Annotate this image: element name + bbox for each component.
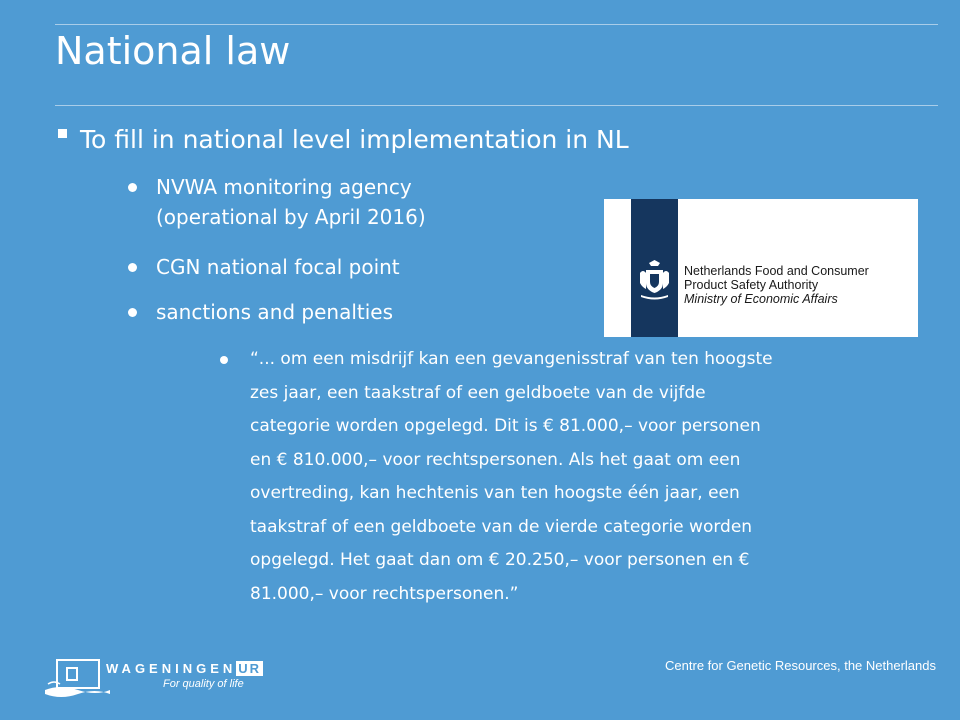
logo-text — [684, 264, 869, 306]
sub-bullet-text: CGN national focal point — [156, 255, 400, 279]
title-divider — [55, 105, 938, 106]
round-bullet-icon — [220, 356, 228, 364]
quote-line: opgelegd. Het gaat dan om € 20.250,– voor personen en € — [250, 550, 750, 570]
quote-text — [250, 343, 910, 611]
institute-name: Centre for Genetic Resources, the Netherlands — [665, 658, 936, 673]
quote-line: “... om een misdrijf kan een gevangenisstraf van ten hoogste — [250, 349, 773, 369]
main-bullet-text: To fill in national level implementation in NL — [80, 125, 629, 154]
quote-line: en € 810.000,– voor rechtspersonen. Als het gaat om een — [250, 449, 741, 470]
quote-line: overtreding, kan hechtenis van ten hoogste één jaar, een — [250, 483, 740, 503]
sub-bullet-sanctions — [128, 297, 393, 327]
logo-line: Product Safety Authority — [684, 278, 819, 292]
brand-tagline: For quality of life — [163, 678, 244, 690]
top-divider — [55, 24, 938, 25]
logo-line: Netherlands Food and Consumer — [684, 264, 869, 278]
sub-bullet-text — [156, 172, 426, 232]
round-bullet-icon — [128, 308, 137, 317]
sub-bullet-nvwa — [128, 172, 426, 232]
logo-color-bar — [631, 199, 678, 337]
brand-text: WAGENINGEN — [106, 661, 237, 676]
logo-line: Ministry of Economic Affairs — [684, 292, 838, 306]
quote-bullet — [220, 343, 920, 611]
sub-bullet-cgn — [128, 252, 400, 282]
main-bullet — [58, 122, 629, 158]
sub-bullet-line: NVWA monitoring agency — [156, 175, 412, 199]
round-bullet-icon — [128, 263, 137, 272]
slide-title: National law — [55, 29, 291, 73]
quote-line: taakstraf of een geldboete van de vierde categorie worden — [250, 516, 753, 537]
square-bullet-icon — [58, 129, 67, 138]
quote-line: categorie worden opgelegd. Dit is € 81.000,– voor personen — [250, 416, 761, 436]
sub-bullet-text: sanctions and penalties — [156, 300, 394, 324]
brand-name — [106, 661, 263, 676]
round-bullet-icon — [128, 183, 137, 192]
quote-line: 81.000,– voor rechtspersonen.” — [250, 583, 519, 604]
quote-line: zes jaar, een taakstraf of een geldboete van de vijfde — [250, 382, 706, 403]
brand-suffix: UR — [238, 661, 262, 676]
nvwa-logo-image — [604, 199, 918, 337]
sub-bullet-line: (operational by April 2016) — [156, 205, 426, 229]
coat-of-arms-icon — [637, 259, 672, 301]
